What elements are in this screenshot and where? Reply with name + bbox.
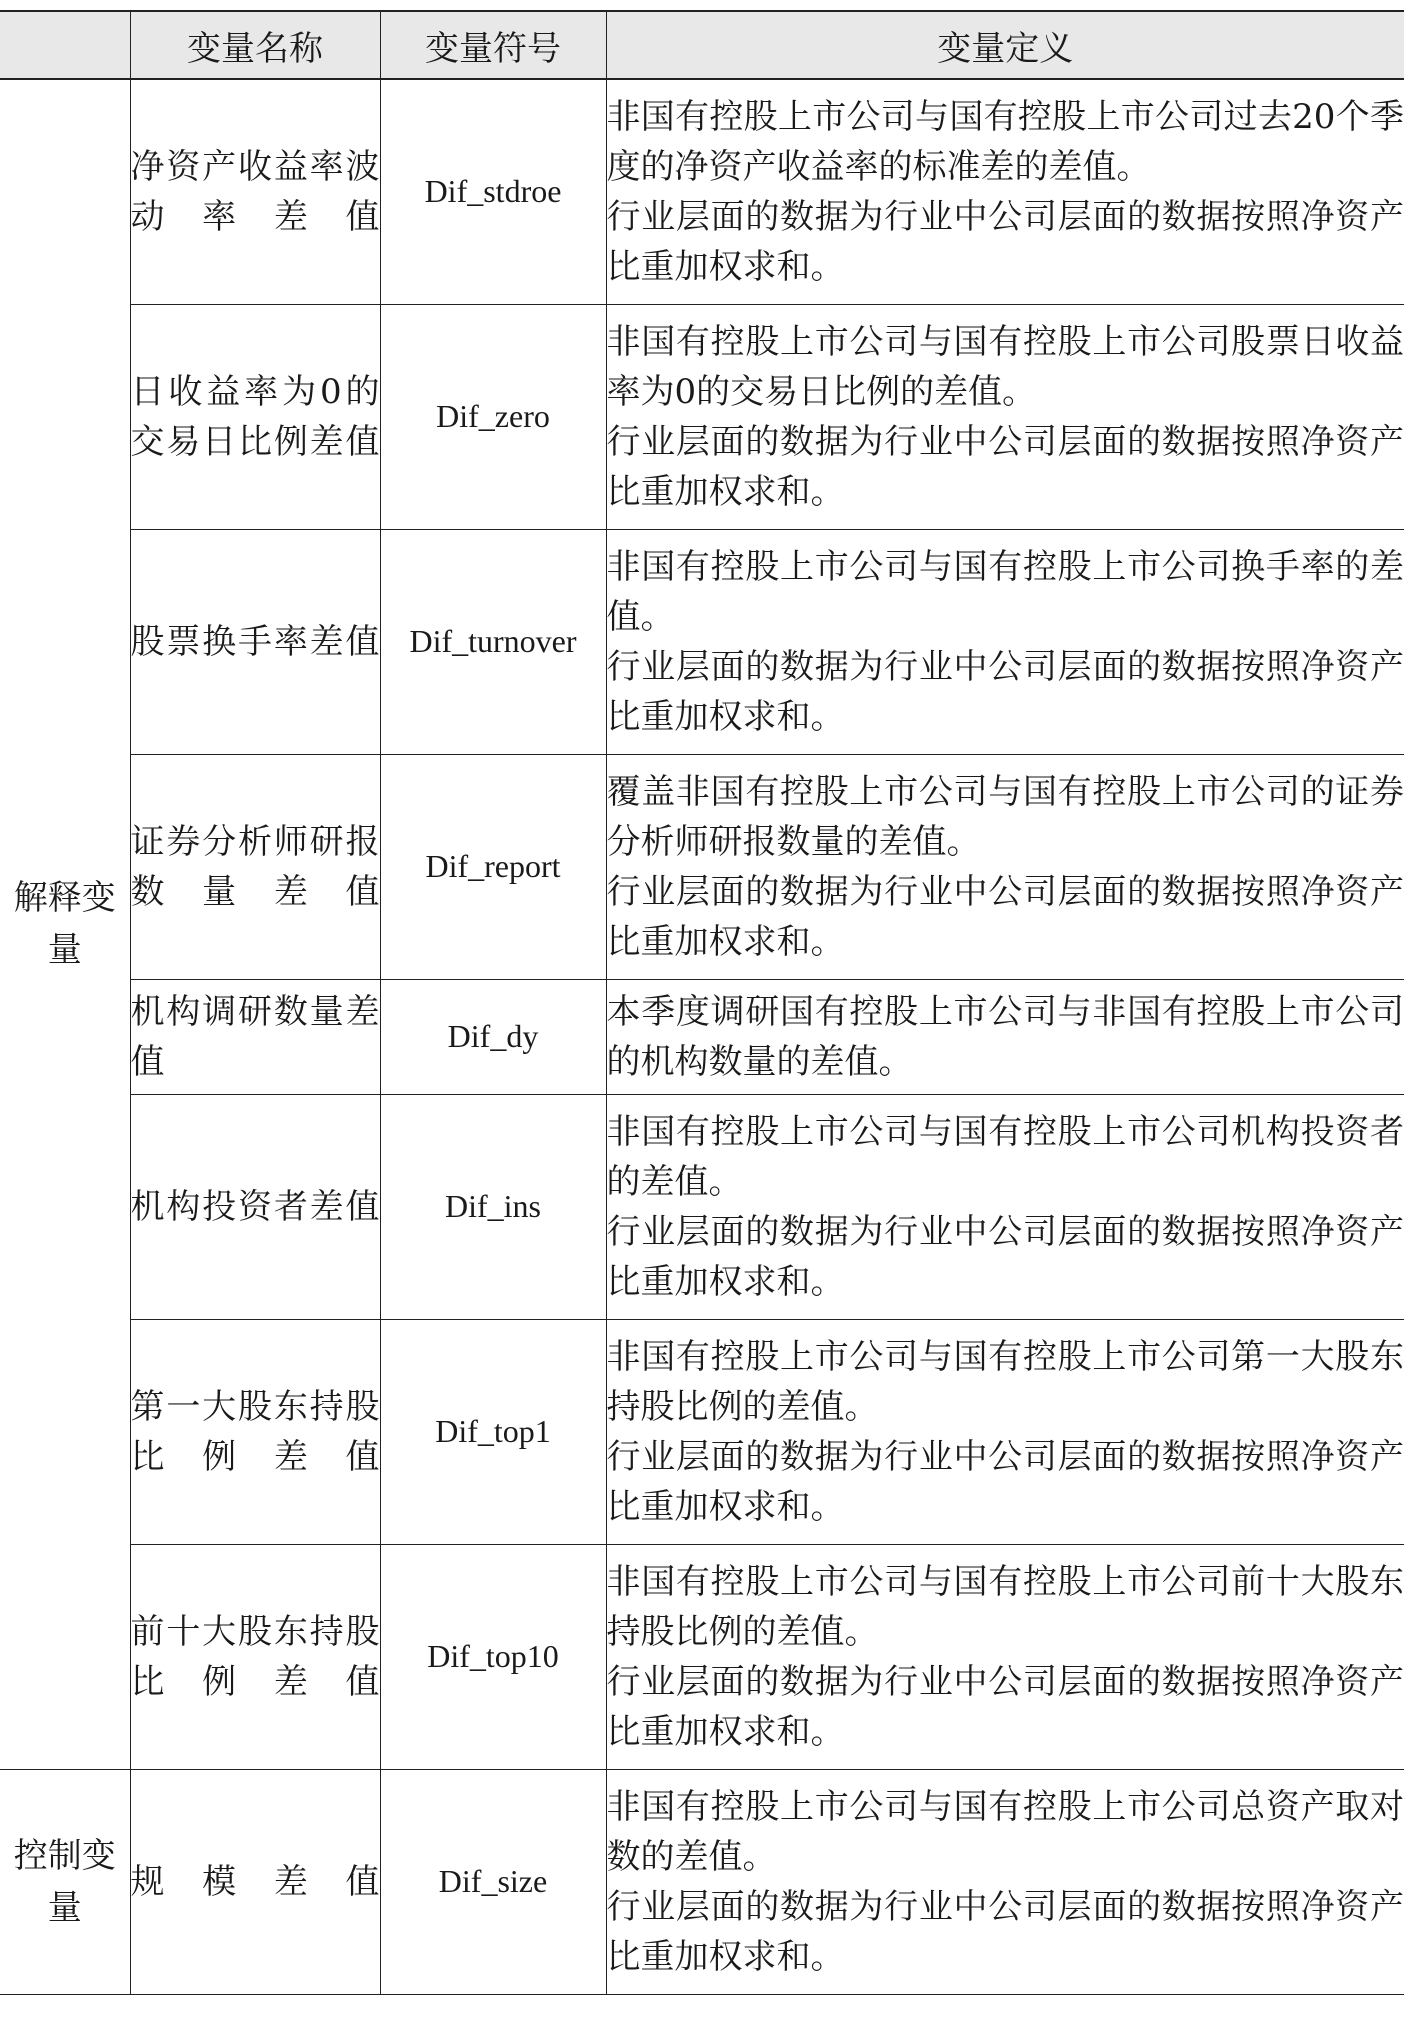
definition-main-text: 非国有控股上市公司与国有控股上市公司过去20个季度的净资产收益率的标准差的差值。	[606, 96, 1404, 187]
definition-main-text: 非国有控股上市公司与国有控股上市公司前十大股东持股比例的差值。	[606, 1561, 1404, 1652]
table-body	[0, 79, 1404, 1994]
variable-definition-table	[0, 10, 1404, 1995]
variable-group-label: 解释变量	[0, 79, 130, 1769]
variable-name: 日收益率为0的交易日比例差值	[130, 304, 380, 529]
table-row	[0, 529, 1404, 754]
variable-name: 机构调研数量差值	[130, 979, 380, 1094]
variable-name: 前十大股东持股比例差值	[130, 1544, 380, 1769]
variable-symbol: Dif_stdroe	[380, 79, 606, 304]
definition-main-text: 非国有控股上市公司与国有控股上市公司总资产取对数的差值。	[606, 1786, 1404, 1877]
header-variable-symbol: 变量符号	[380, 11, 606, 79]
variable-definition	[606, 979, 1404, 1094]
table-row	[0, 754, 1404, 979]
variable-name: 规模差值	[130, 1769, 380, 1994]
variable-symbol: Dif_ins	[380, 1094, 606, 1319]
variable-symbol: Dif_top10	[380, 1544, 606, 1769]
variable-group-label: 控制变量	[0, 1769, 130, 1994]
header-variable-name: 变量名称	[130, 11, 380, 79]
variable-definition	[606, 754, 1404, 979]
definition-main-text: 非国有控股上市公司与国有控股上市公司换手率的差值。	[606, 546, 1404, 637]
definition-industry-note: 行业层面的数据为行业中公司层面的数据按照净资产比重加权求和。	[606, 1661, 1404, 1752]
definition-industry-note: 行业层面的数据为行业中公司层面的数据按照净资产比重加权求和。	[606, 1436, 1404, 1527]
variable-definition	[606, 304, 1404, 529]
definition-main-text: 覆盖非国有控股上市公司与国有控股上市公司的证券分析师研报数量的差值。	[606, 771, 1404, 862]
variable-definition	[606, 1319, 1404, 1544]
table-row	[0, 1769, 1404, 1994]
header-variable-definition: 变量定义	[606, 11, 1404, 79]
variable-definition	[606, 79, 1404, 304]
variable-definition	[606, 1544, 1404, 1769]
table-row	[0, 1094, 1404, 1319]
definition-industry-note: 行业层面的数据为行业中公司层面的数据按照净资产比重加权求和。	[606, 646, 1404, 737]
variable-symbol: Dif_zero	[380, 304, 606, 529]
definition-industry-note: 行业层面的数据为行业中公司层面的数据按照净资产比重加权求和。	[606, 1886, 1404, 1977]
table-row	[0, 1319, 1404, 1544]
variable-symbol: Dif_turnover	[380, 529, 606, 754]
definition-main-text: 非国有控股上市公司与国有控股上市公司股票日收益率为0的交易日比例的差值。	[606, 321, 1404, 412]
definition-industry-note: 行业层面的数据为行业中公司层面的数据按照净资产比重加权求和。	[606, 196, 1404, 287]
header-group-cell	[0, 11, 130, 79]
variable-symbol: Dif_size	[380, 1769, 606, 1994]
table-row	[0, 1544, 1404, 1769]
table-row	[0, 79, 1404, 304]
variable-name: 机构投资者差值	[130, 1094, 380, 1319]
variable-definition	[606, 1769, 1404, 1994]
variable-symbol: Dif_dy	[380, 979, 606, 1094]
definition-industry-note: 行业层面的数据为行业中公司层面的数据按照净资产比重加权求和。	[606, 1211, 1404, 1302]
definition-industry-note: 行业层面的数据为行业中公司层面的数据按照净资产比重加权求和。	[606, 421, 1404, 512]
table-header-row	[0, 11, 1404, 79]
definition-main-text: 非国有控股上市公司与国有控股上市公司第一大股东持股比例的差值。	[606, 1336, 1404, 1427]
variable-name: 证券分析师研报数量差值	[130, 754, 380, 979]
table-row	[0, 979, 1404, 1094]
variable-definition	[606, 529, 1404, 754]
definition-industry-note: 行业层面的数据为行业中公司层面的数据按照净资产比重加权求和。	[606, 871, 1404, 962]
definition-main-text: 本季度调研国有控股上市公司与非国有控股上市公司的机构数量的差值。	[606, 991, 1404, 1082]
variable-definition	[606, 1094, 1404, 1319]
variable-symbol: Dif_report	[380, 754, 606, 979]
variable-name: 第一大股东持股比例差值	[130, 1319, 380, 1544]
variable-symbol: Dif_top1	[380, 1319, 606, 1544]
definition-main-text: 非国有控股上市公司与国有控股上市公司机构投资者的差值。	[606, 1111, 1404, 1202]
variable-name: 净资产收益率波动率差值	[130, 79, 380, 304]
table-row	[0, 304, 1404, 529]
variable-name: 股票换手率差值	[130, 529, 380, 754]
